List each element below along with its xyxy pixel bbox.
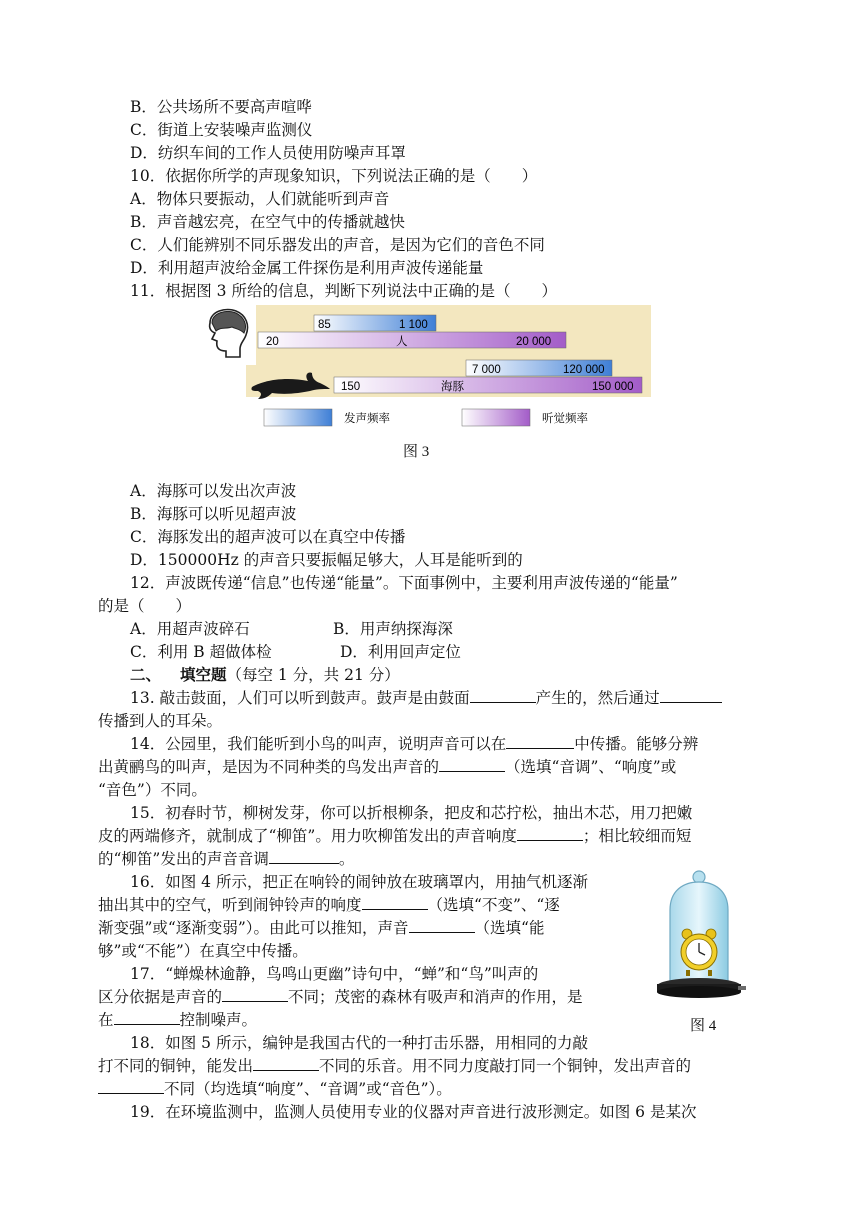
q9-option-c: C．街道上安装噪声监测仪 <box>130 121 313 139</box>
q15-blank-2[interactable] <box>269 849 339 864</box>
legend-hear-label: 听觉频率 <box>542 413 588 425</box>
q13-line1 <box>130 687 722 709</box>
figure3-caption: 图 3 <box>403 444 430 460</box>
q16-text-2: （选填“不变”、“逐 <box>427 896 560 914</box>
q12-option-a: A．用超声波碎石 <box>130 620 250 638</box>
legend-emit-swatch <box>264 409 332 426</box>
dolphin-label: 海豚 <box>441 381 464 393</box>
q14-line2 <box>98 756 676 778</box>
legend-emit-label: 发声频率 <box>344 413 390 425</box>
q14-text-1: 14．公园里，我们能听到小鸟的叫声，说明声音可以在 <box>130 735 507 753</box>
q10-stem: 10．依据你所学的声现象知识，下列说法正确的是（ ） <box>130 167 538 185</box>
q14-text-2: 中传播。能够分辨 <box>574 735 699 753</box>
q11-option-b: B．海豚可以听见超声波 <box>130 505 297 523</box>
q18-blank-2[interactable] <box>98 1079 164 1094</box>
legend-hear-swatch <box>462 409 530 426</box>
bell-jar-figure <box>650 866 748 1006</box>
q17-blank-2[interactable] <box>114 1010 180 1025</box>
q15-line1: 15．初春时节，柳树发芽，你可以折根柳条，把皮和芯拧松，抽出木芯，用刀把嫩 <box>130 804 693 822</box>
q17-text-2: 不同；茂密的森林有吸声和消声的作用，是 <box>288 988 583 1006</box>
q12-stem-cont: 的是（ ） <box>98 597 192 615</box>
q14-line1 <box>130 733 698 755</box>
q15-text-4: 。 <box>338 850 355 868</box>
q15-text-2: ；相比较细而短 <box>582 827 692 845</box>
dolphin-emit-low: 7 000 <box>472 364 501 376</box>
q18-text-1: 打不同的铜钟，能发出 <box>98 1057 254 1075</box>
dolphin-hear-low: 150 <box>341 381 361 393</box>
q15-blank-1[interactable] <box>517 826 583 841</box>
human-label: 人 <box>396 336 408 348</box>
q15-text-3: 的“柳笛”发出的声音音调 <box>98 850 269 868</box>
q16-text-4: （选填“能 <box>474 919 545 937</box>
q9-option-d: D．纺织车间的工作人员使用防噪声耳罩 <box>130 144 406 162</box>
q17-blank-1[interactable] <box>222 987 288 1002</box>
q18-text-3: 不同（均选填“响度”、“音调”或“音色”）。 <box>164 1080 452 1098</box>
frequency-range-figure <box>196 305 651 435</box>
q12-option-d: D．利用回声定位 <box>340 643 461 661</box>
q10-option-c: C．人们能辨别不同乐器发出的声音，是因为它们的音色不同 <box>130 236 545 254</box>
q10-option-a: A．物体只要振动，人们就能听到声音 <box>130 190 390 208</box>
q14-text-3: 出黄鹂鸟的叫声，是因为不同种类的鸟发出声音的 <box>98 758 440 776</box>
human-emit-low: 85 <box>318 319 331 331</box>
section2-number: 二、 <box>130 665 162 684</box>
section2-title: 填空题 <box>179 665 227 684</box>
q14-line3: “音色”）不同。 <box>98 781 207 799</box>
q13-line2: 传播到人的耳朵。 <box>98 712 223 730</box>
q13-text-2: 产生的，然后通过 <box>535 689 660 707</box>
q16-blank-1[interactable] <box>362 895 428 910</box>
q12-option-b: B．用声纳探海深 <box>333 620 453 638</box>
q15-line3 <box>98 848 354 870</box>
q17-line1: 17．“蝉燥林逾静，鸟鸣山更幽”诗句中，“蝉”和“鸟”叫声的 <box>130 965 539 983</box>
q17-text-1: 区分依据是声音的 <box>98 988 223 1006</box>
q14-text-4: （选填“音调”、“响度”或 <box>505 758 677 776</box>
q11-stem: 11．根据图 3 所给的信息，判断下列说法中正确的是（ ） <box>130 282 557 300</box>
q16-text-1: 抽出其中的空气，听到闹钟铃声的响度 <box>98 896 362 914</box>
human-emit-high: 1 100 <box>399 319 428 331</box>
q12-option-c: C．利用 B 超做体检 <box>130 643 272 661</box>
q18-text-2: 不同的乐音。用不同力度敲打同一个铜钟，发出声音的 <box>319 1057 692 1075</box>
q12-stem: 12．声波既传递“信息”也传递“能量”。下面事例中，主要利用声波传递的“能量” <box>130 574 678 592</box>
q16-line4: 够”或“不能”）在真空中传播。 <box>98 942 308 960</box>
q18-blank-1[interactable] <box>253 1056 319 1071</box>
q11-option-d: D．150000Hz 的声音只要振幅足够大，人耳是能听到的 <box>130 551 523 569</box>
human-hear-high: 20 000 <box>516 336 552 348</box>
q15-line2 <box>98 825 691 847</box>
q19-line1: 19．在环境监测中，监测人员使用专业的仪器对声音进行波形测定。如图 6 是某次 <box>130 1103 697 1121</box>
q11-option-c: C．海豚发出的超声波可以在真空中传播 <box>130 528 406 546</box>
air-outlet <box>738 986 746 990</box>
q14-blank-1[interactable] <box>506 734 574 749</box>
section2-heading <box>130 664 400 686</box>
q17-line2 <box>98 986 583 1008</box>
figure4-caption: 图 4 <box>690 1018 717 1034</box>
q13-blank-2[interactable] <box>660 688 722 703</box>
jar-knob <box>693 871 705 883</box>
q11-option-a: A．海豚可以发出次声波 <box>130 482 297 500</box>
q17-line3 <box>98 1009 257 1031</box>
q10-option-b: B．声音越宏亮，在空气中的传播就越快 <box>130 213 405 231</box>
q9-option-b: B．公共场所不要高声喧哗 <box>130 98 312 116</box>
q18-line1: 18．如图 5 所示，编钟是我国古代的一种打击乐器，用相同的力敲 <box>130 1034 588 1052</box>
q16-blank-2[interactable] <box>409 918 475 933</box>
q16-line3 <box>98 917 544 939</box>
q17-text-4: 控制噪声。 <box>179 1011 258 1029</box>
human-hear-low: 20 <box>266 336 279 348</box>
q14-blank-2[interactable] <box>439 757 505 772</box>
q16-text-3: 渐变强”或“逐渐变弱”）。由此可以推知，声音 <box>98 919 409 937</box>
q10-option-d: D．利用超声波给金属工件探伤是利用声波传递能量 <box>130 259 484 277</box>
q16-line1: 16．如图 4 所示，把正在响铃的闹钟放在玻璃罩内，用抽气机逐渐 <box>130 873 588 891</box>
q18-line3 <box>98 1078 452 1100</box>
dolphin-hear-high: 150 000 <box>592 381 634 393</box>
q18-line2 <box>98 1055 691 1077</box>
q13-blank-1[interactable] <box>470 688 536 703</box>
q17-text-3: 在 <box>98 1011 114 1029</box>
section2-note: （每空 1 分，共 21 分） <box>226 666 400 684</box>
dolphin-emit-high: 120 000 <box>563 364 605 376</box>
q13-text-1: 13. 敲击鼓面，人们可以听到鼓声。鼓声是由鼓面 <box>130 689 470 707</box>
q16-line2 <box>98 894 560 916</box>
q15-text-1: 皮的两端修齐，就制成了“柳笛”。用力吹柳笛发出的声音响度 <box>98 827 517 845</box>
